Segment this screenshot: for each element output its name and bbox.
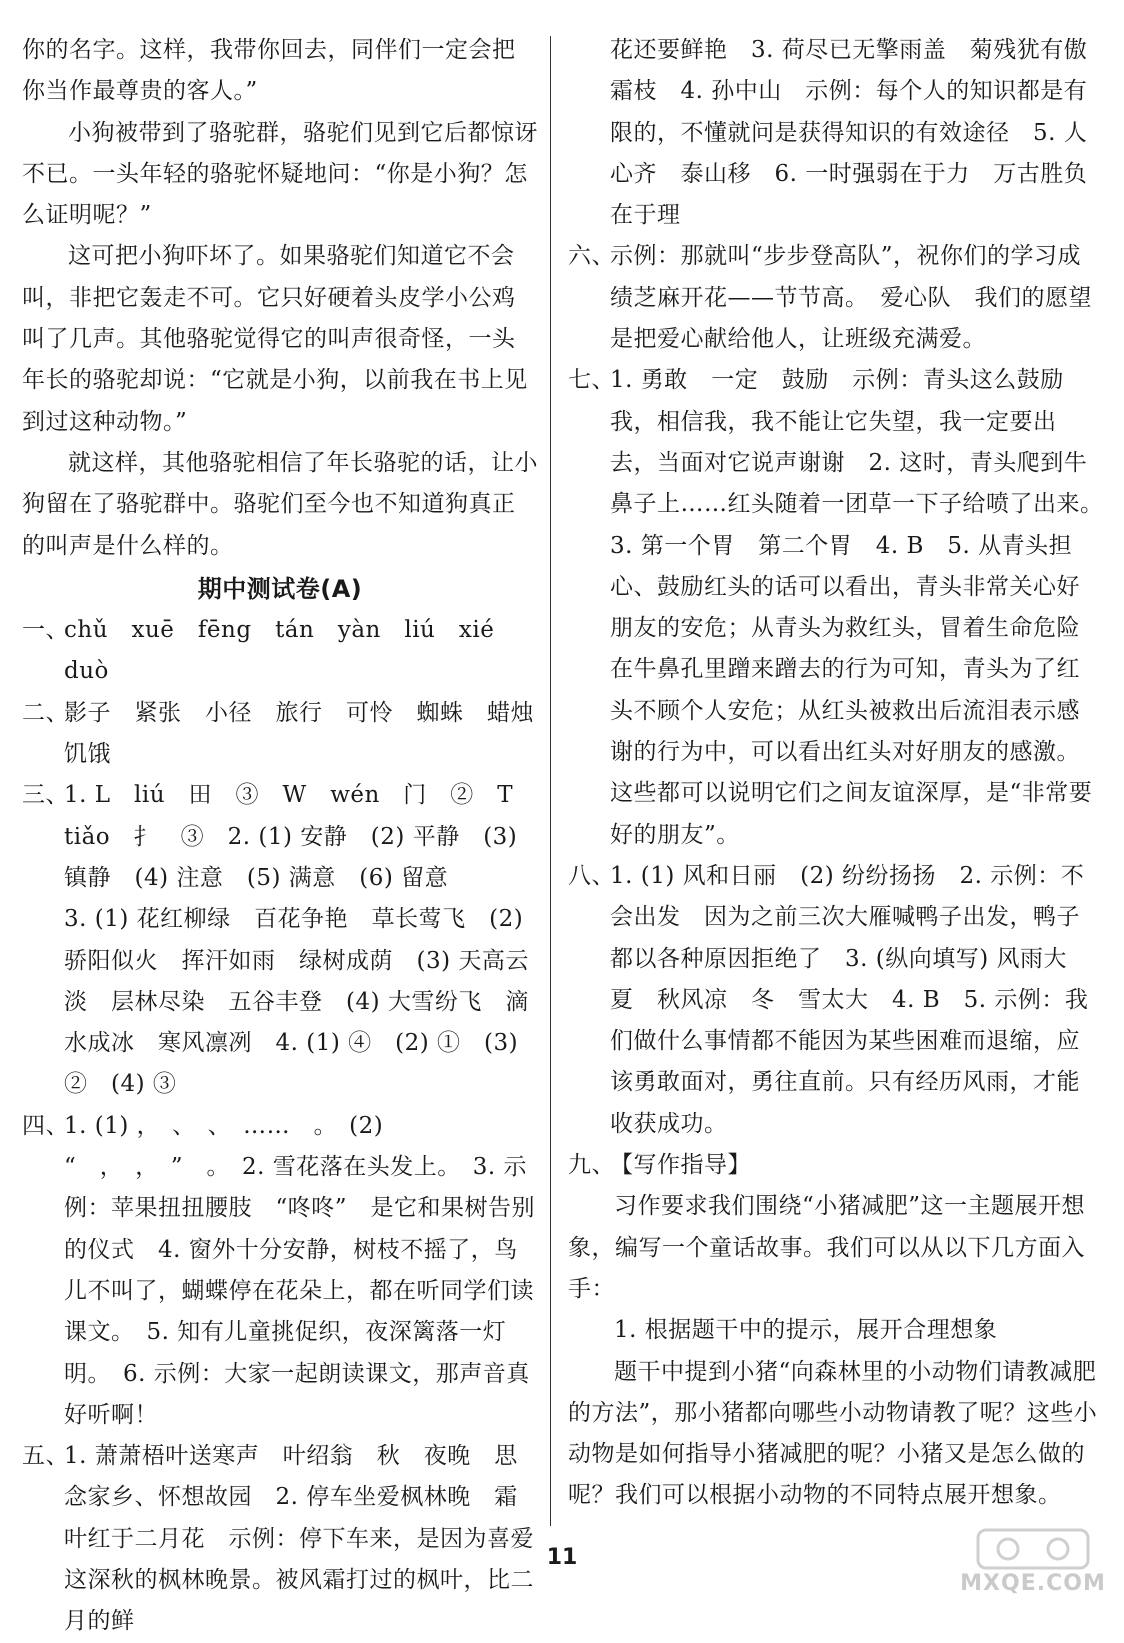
item-text: chǔ xuē fēng tán yàn liú xié duò <box>64 617 518 685</box>
item-text: 1. (1) ， 、 、 …… 。 (2) “ ， ， ” 。 2. 雪花落在头发上。 3. 示例：苹果扭扭腰肢 “咚咚” 是它和果树告别的仪式 4. 窗外十分安静，树枝不摇了，鸟儿不叫了，蝴蝶停在花朵上，都在听同学们读课文。 5. 知有儿童挑促织，夜深篱落一灯明。 6. 示例：大家一起朗读课文，那声音真好听啊！ <box>64 1112 536 1428</box>
left-column <box>22 30 558 1643</box>
writing-guide-detail: 题干中提到小猪“向森林里的小动物们请教减肥的方法”，那小猪都向哪些小动物请教了呢？这些小动物是如何指导小猪减肥的呢？小猪又是怎么做的呢？我们可以根据小动物的不同特点展开想象。 <box>568 1358 1098 1509</box>
answer-item <box>568 360 1116 856</box>
writing-guide-intro: 习作要求我们围绕“小猪减肥”这一主题展开想象，编写一个童话故事。我们可以从以下几方面入手： <box>568 1193 1086 1302</box>
answer-item <box>22 693 558 776</box>
item-label: 七、 <box>568 367 615 394</box>
item-label: 一、 <box>22 617 69 644</box>
answer-item <box>22 899 538 1105</box>
story-paragraph-3: 这可把小狗吓坏了。如果骆驼们知道它不会叫，非把它轰走不可。它只好硬着头皮学小公鸡叫了几声。其他骆驼觉得它的叫声很奇怪，一头年长的骆驼却说：“它就是小狗，以前我在书上见到过这种动物。” <box>22 243 528 435</box>
writing-guide-point: 1. 根据题干中的提示，展开合理想象 <box>614 1317 998 1344</box>
item-label: 四、 <box>22 1112 69 1139</box>
item-text: 1. 萧萧梧叶送寒声 叶绍翁 秋 夜晚 思念家乡、怀想故园 2. 停车坐爱枫林晚 霜叶红于二月花 示例：停下车来，是因为喜爱这深秋的枫林晚景。被风霜打过的枫叶，比二月的鲜 <box>64 1443 534 1635</box>
item-text: 示例：那就叫“步步登高队”，祝你们的学习成绩芝麻开花——节节高。 爱心队 我们的愿望是把爱心献给他人，让班级充满爱。 <box>610 243 1092 353</box>
story-paragraph-1: 你的名字。这样，我带你回去，同伴们一定会把你当作最尊贵的客人。” <box>22 37 516 105</box>
item-label: 六、 <box>568 243 615 270</box>
answer-item <box>568 236 1102 360</box>
section-title: 期中测试卷(A) <box>197 574 363 603</box>
item-label: 九、 <box>568 1152 615 1179</box>
item-text: 3. (1) 花红柳绿 百花争艳 草长莺飞 (2) 骄阳似火 挥汗如雨 绿树成荫 (3) 天高云淡 层林尽染 五谷丰登 (4) 大雪纷飞 滴水成冰 寒风凛冽 4. (1) ④ (2) ① (3) ② (4) ③ <box>64 906 529 1098</box>
page-number: 11 <box>546 1545 578 1570</box>
item-text: 【写作指导】 <box>610 1152 751 1179</box>
watermark-graphic-icon <box>948 1526 1118 1572</box>
item-text: 影子 紧张 小径 旅行 可怜 蜘蛛 蜡烛 饥饿 <box>64 699 558 768</box>
answer-item <box>568 856 1102 1145</box>
item-text: 1. (1) 风和日丽 (2) 纷纷扬扬 2. 示例：不会出发 因为之前三次大雁喊鸭子出发，鸭子都以各种原因拒绝了 3. (纵向填写) 风雨大 夏 秋风凉 冬 雪太大 4. B 5. 示例：我们做什么事情都不能因为某些困难而退缩，应该勇敢面对，勇往直前。只有经历风雨，才能收获成功。 <box>610 862 1091 1137</box>
column-divider <box>550 36 551 1526</box>
right-column <box>568 30 1116 1517</box>
answer-item <box>22 775 538 899</box>
item-label: 三、 <box>22 782 69 809</box>
answer-continuation: 花还要鲜艳 3. 荷尽已无擎雨盖 菊残犹有傲霜枝 4. 孙中山 示例：每个人的知识都是有限的，不懂就问是获得知识的有效途径 5. 人心齐 泰山移 6. 一时强弱在于力 万古胜负在于理 <box>610 37 1088 229</box>
answer-item <box>568 1145 1102 1186</box>
story-paragraph-2: 小狗被带到了骆驼群，骆驼们见到它后都惊讶不已。一头年轻的骆驼怀疑地问：“你是小狗？怎么证明呢？” <box>22 119 538 229</box>
item-label: 二、 <box>22 699 69 726</box>
item-label: 八、 <box>568 862 615 889</box>
answer-item <box>22 1106 538 1436</box>
item-label: 五、 <box>22 1443 69 1470</box>
watermark-logo <box>948 1526 1118 1596</box>
story-paragraph-4: 就这样，其他骆驼相信了年长骆驼的话，让小狗留在了骆驼群中。骆驼们至今也不知道狗真正的叫声是什么样的。 <box>22 449 538 559</box>
answer-item <box>22 1436 538 1642</box>
watermark-text: MXQE.COM <box>960 1571 1106 1596</box>
item-text: 1. L liú 田 ③ W wén 门 ② T tiǎo 扌 ③ 2. (1) 安静 (2) 平静 (3) 镇静 (4) 注意 (5) 满意 (6) 留意 <box>64 782 537 891</box>
item-text: 1. 勇敢 一定 鼓励 示例：青头这么鼓励我，相信我，我不能让它失望，我一定要出去，当面对它说声谢谢 2. 这时，青头爬到牛鼻子上……红头随着一团草一下子给喷了出来。 3. 第一个胃 第二个胃 4. B 5. 从青头担心、鼓励红头的话可以看出，青头非常关心好朋友的安危；从青头为救红头，冒着生命危险在牛鼻孔里蹭来蹭去的行为可知，青头为了红头不顾个人安危；从红头被救出后流泪表示感谢的行为中，可以看出红头对好朋友的感激。这些都可以说明它们之间友谊深厚，是“非常要好的朋友”。 <box>610 367 1116 848</box>
answer-item <box>22 610 538 693</box>
